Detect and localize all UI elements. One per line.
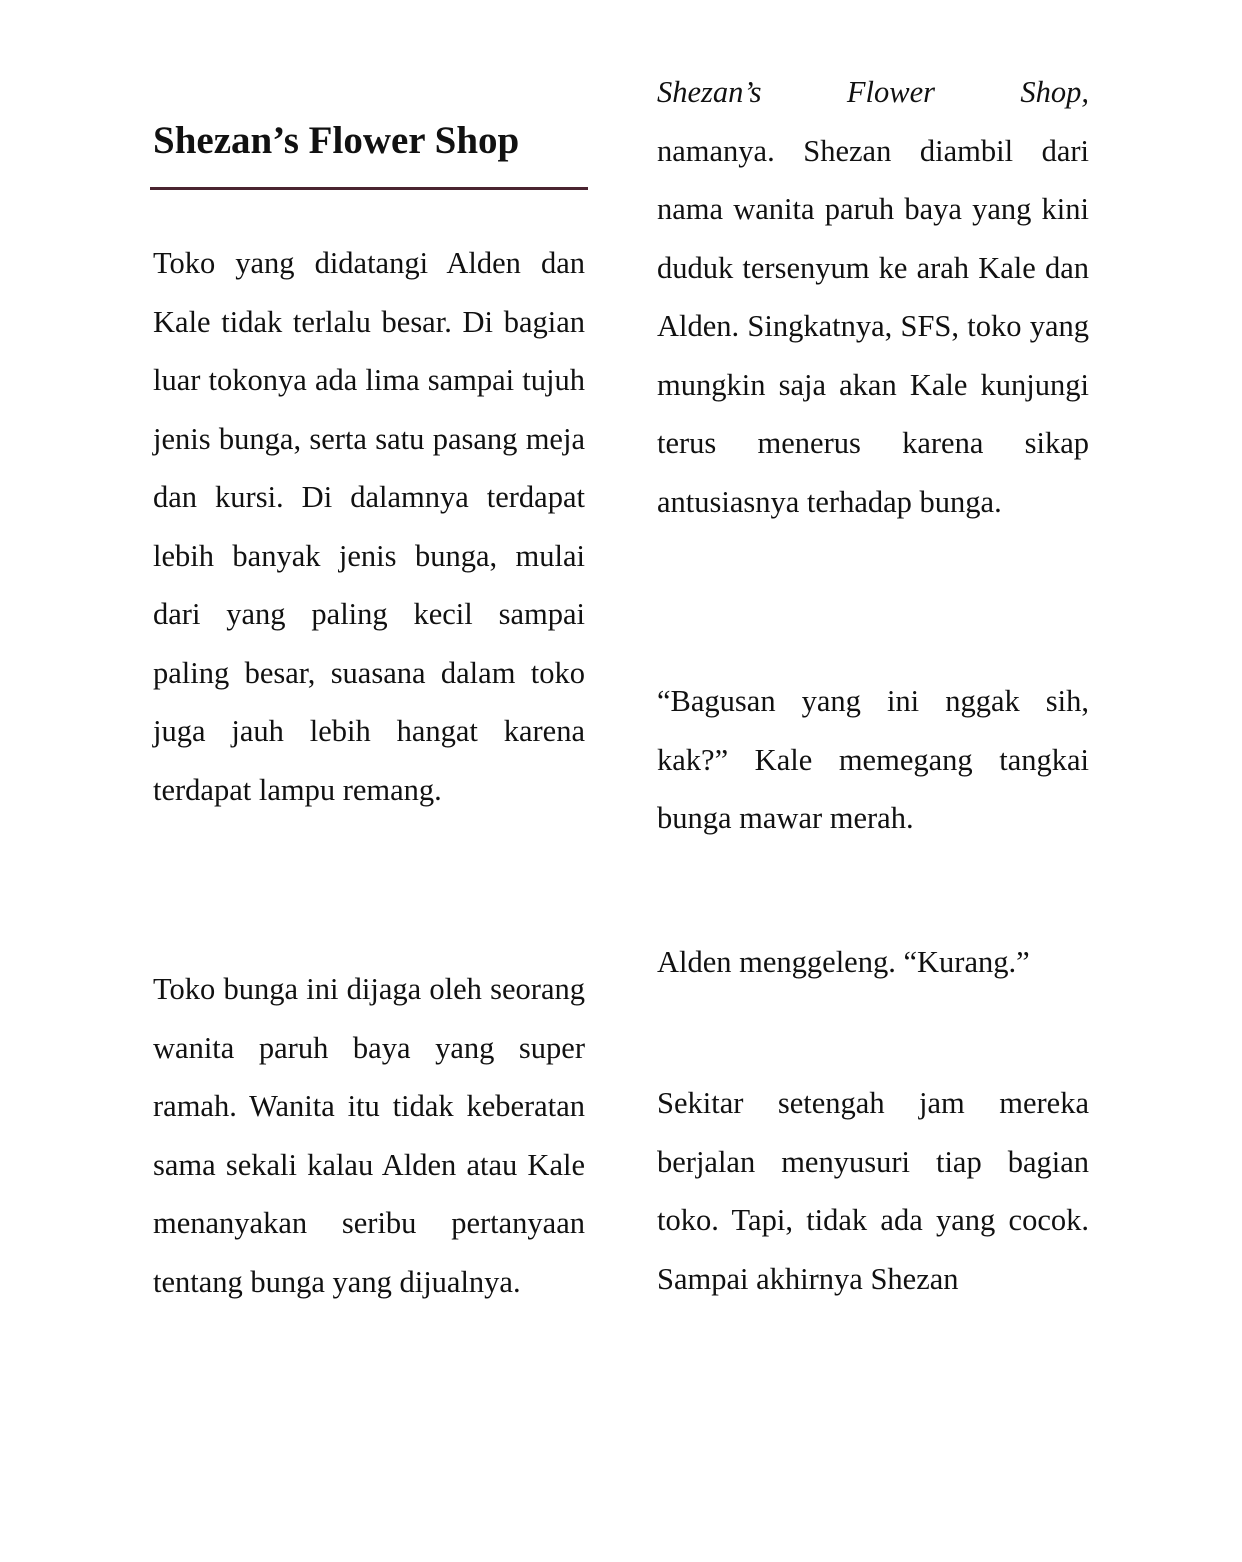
title-underline-rule <box>150 187 588 190</box>
paragraph-dialogue-answer: Alden menggeleng. “Kurang.” <box>657 945 1030 979</box>
italic-word: Shezan’s <box>657 75 762 109</box>
paragraph-shopkeeper: Toko bunga ini dijaga oleh seorang wanita paruh baya yang super ramah. Wanita itu tidak keberatan sama sekali kalau Alden atau Kale menanyakan seribu pertanyaan tentang bunga yang dijualnya. <box>153 972 585 1299</box>
paragraph-dialogue-question: “Bagusan yang ini nggak sih, kak?” Kale memegang tangkai bunga mawar merah. <box>657 684 1089 835</box>
paragraph-shop-description: Toko yang didatangi Alden dan Kale tidak terlalu besar. Di bagian luar tokonya ada lima sampai tujuh jenis bunga, serta satu pasang meja dan kursi. Di dalamnya terdapat lebih banyak jenis bunga, mulai dari yang paling kecil sampai paling besar, suasana dalam toko juga jauh lebih hangat karena terdapat lampu remang. <box>153 246 585 807</box>
paragraph-searching: Sekitar setengah jam mereka berjalan menyusuri tiap bagian toko. Tapi, tidak ada yang cocok. Sampai akhirnya Shezan <box>657 1086 1089 1296</box>
italic-word: Flower <box>846 75 935 109</box>
paragraph-shop-name <box>657 63 1089 531</box>
page-title: Shezan’s Flower Shop <box>153 119 520 162</box>
paragraph-shop-name-text: namanya. Shezan diambil dari nama wanita paruh baya yang kini duduk tersenyum ke arah Kale dan Alden. Singkatnya, SFS, toko yang mungkin saja akan Kale kunjungi terus menerus karena sikap antusiasnya terhadap bunga. <box>657 133 1089 519</box>
italic-word: Shop, <box>1020 75 1089 109</box>
italic-shop-name-line <box>657 63 1089 122</box>
